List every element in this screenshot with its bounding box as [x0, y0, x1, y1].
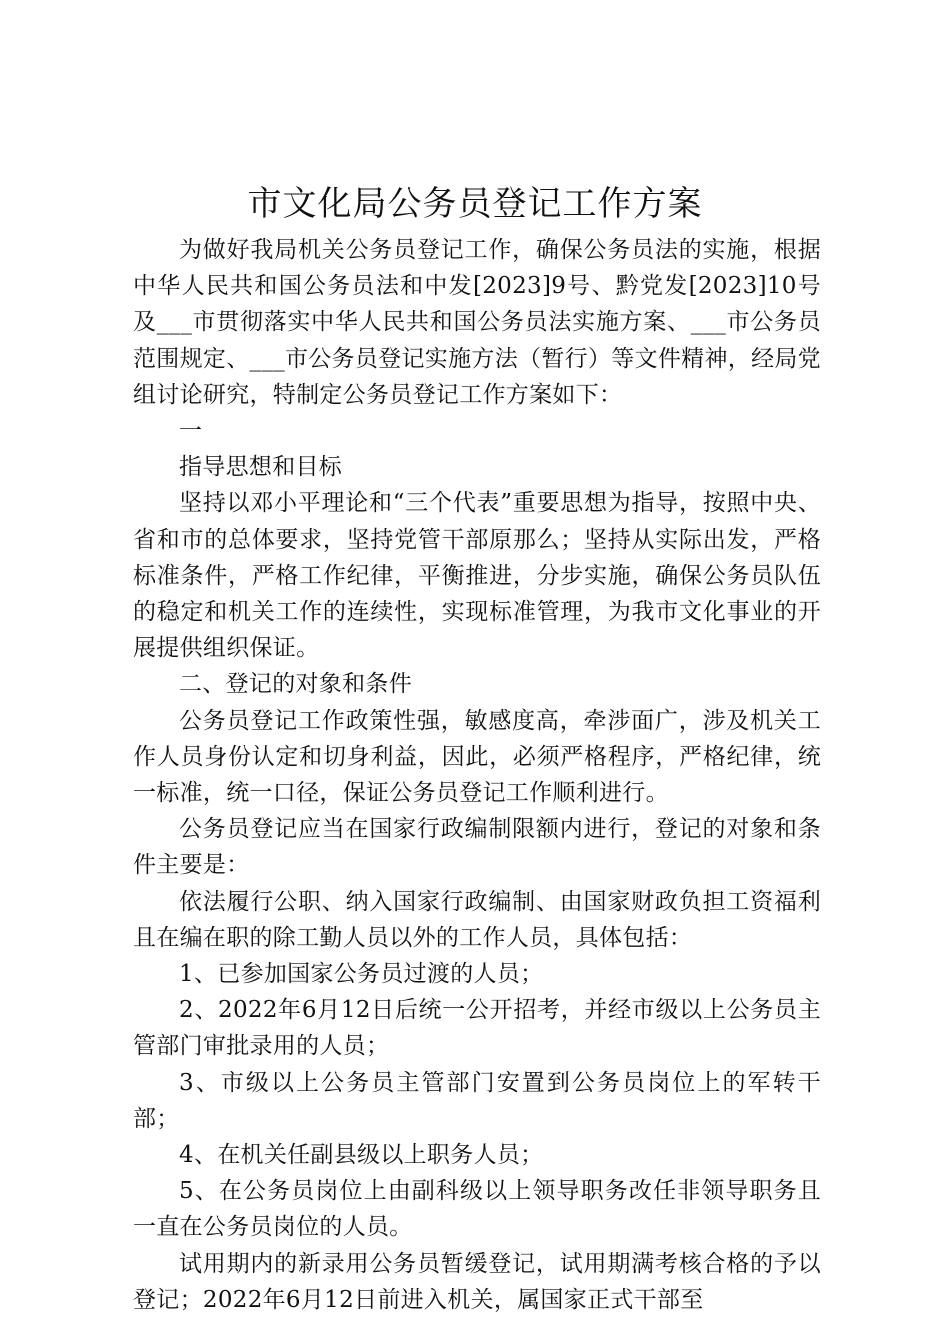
section-heading-registration-objects: 二、登记的对象和条件	[179, 671, 412, 698]
list-item-5: 5、在公务员岗位上由副科级以上领导职务改任非领导职务且一直在公务员岗位的人员。	[133, 1178, 821, 1241]
paragraph-guiding-ideology: 坚持以邓小平理论和“三个代表”重要思想为指导，按照中央、省和市的总体要求，坚持党管干部原那么；坚持从实际出发，严格标准条件，严格工作纪律，平衡推进，分步实施，确保公务员队伍的稳定和机关工作的连续性，实现标准管理，为我市文化事业的开展提供组织保证。	[133, 490, 821, 662]
document-title: 市文化局公务员登记工作方案	[247, 184, 703, 224]
document-body	[133, 232, 821, 1318]
list-item-1: 1、已参加国家公务员过渡的人员；	[179, 961, 544, 988]
list-item-2: 2、2022年6月12日后统一公开招考，并经市级以上公务员主管部门审批录用的人员；	[133, 997, 821, 1060]
list-item-4: 4、在机关任副县级以上职务人员；	[179, 1142, 544, 1169]
section-heading-guiding-ideology: 指导思想和目标	[179, 454, 343, 481]
list-item-3: 3、市级以上公务员主管部门安置到公务员岗位上的军转干部；	[133, 1069, 821, 1132]
paragraph-scope: 依法履行公职、纳入国家行政编制、由国家财政负担工资福利且在编在职的除工勤人员以外的工作人员，具体包括：	[133, 888, 821, 951]
paragraph-intro: 为做好我局机关公务员登记工作，确保公务员法的实施，根据中华人民共和国公务员法和中发[2023]9号、黔党发[2023]10号及___市贯彻落实中华人民共和国公务员法实施方案、___市公务员范围规定、___市公务员登记实施方法（暂行）等文件精神，经局党组讨论研究，特制定公务员登记工作方案如下：	[133, 237, 821, 408]
paragraph-policy: 公务员登记工作政策性强，敏感度高，牵涉面广，涉及机关工作人员身份认定和切身利益，因此，必须严格程序，严格纪律，统一标准，统一口径，保证公务员登记工作顺利进行。	[133, 707, 821, 807]
paragraph-probation: 试用期内的新录用公务员暂缓登记，试用期满考核合格的予以登记；2022年6月12日前进入机关，属国家正式干部至	[133, 1250, 821, 1313]
section-number-one: 一	[179, 418, 203, 445]
paragraph-quota: 公务员登记应当在国家行政编制限额内进行，登记的对象和条件主要是：	[133, 816, 821, 879]
